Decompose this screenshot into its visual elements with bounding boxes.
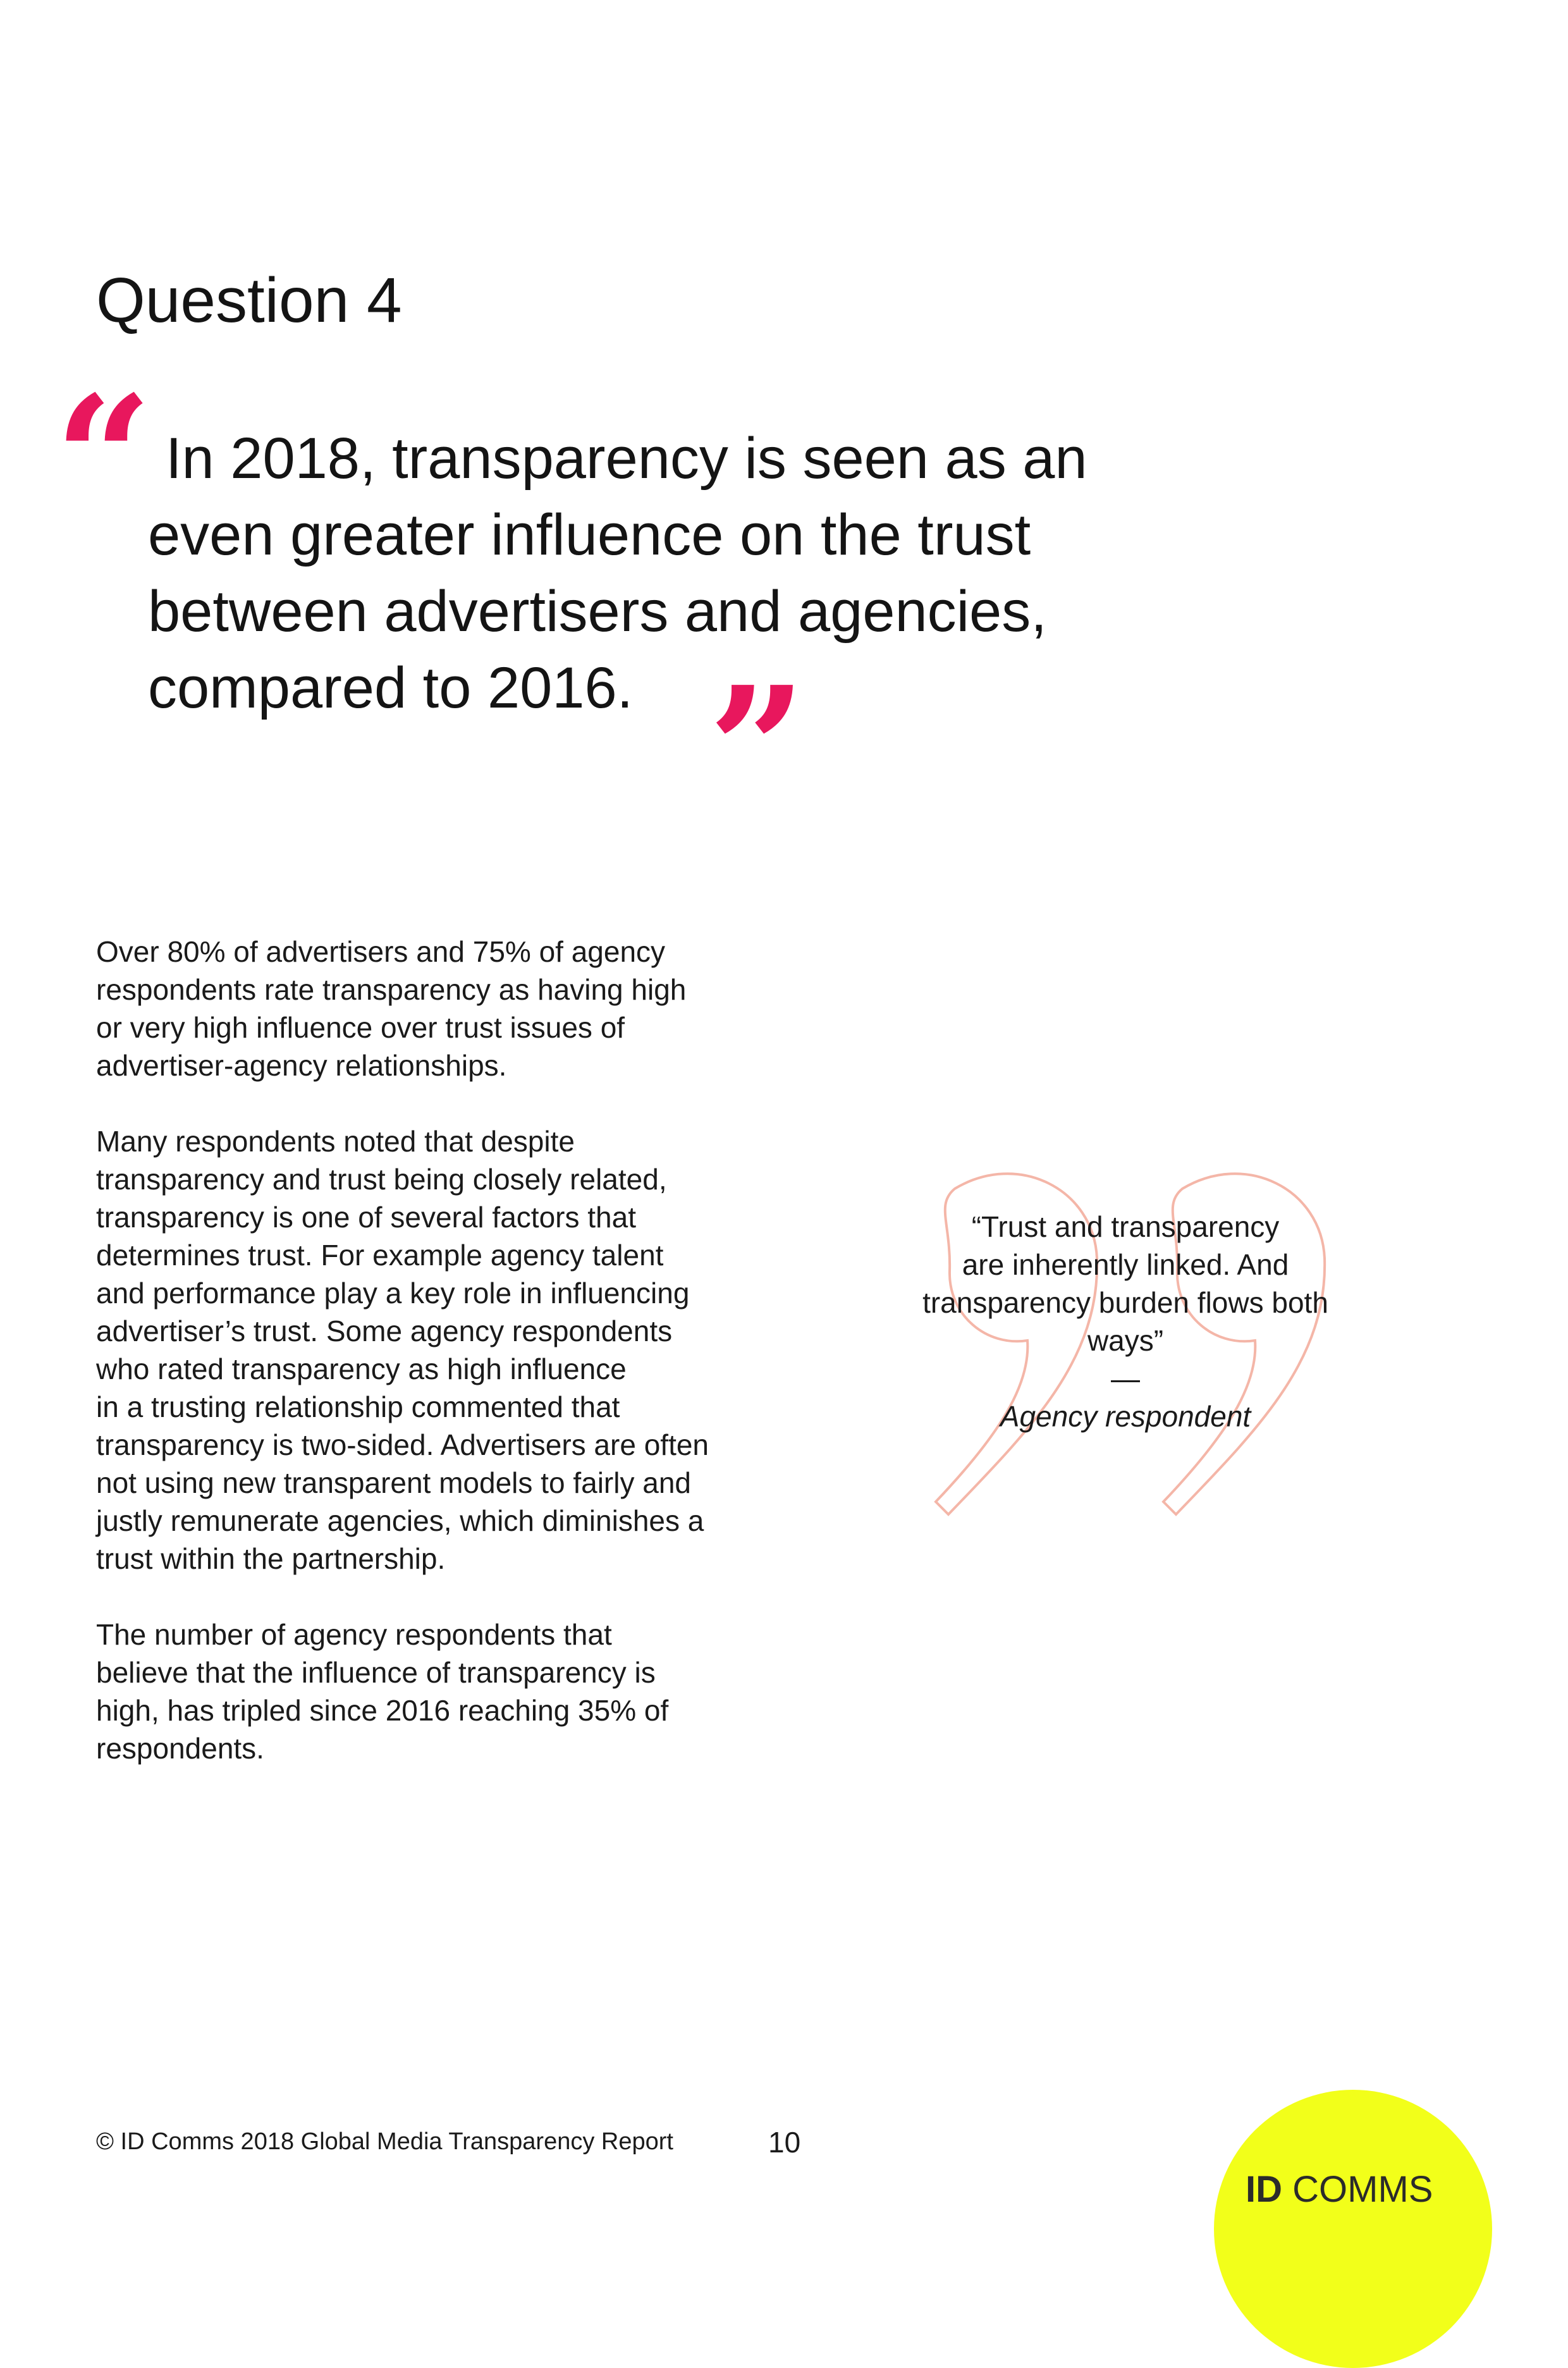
body-paragraph: Over 80% of advertisers and 75% of agency respondents rate transparency as having high or very high influence over trust issues of advertiser-agency relationships. xyxy=(96,935,687,1082)
testimonial-dash: — xyxy=(1111,1362,1140,1395)
pull-quote-line: even greater influence on the trust xyxy=(148,503,1031,567)
pull-quote-line: between advertisers and agencies, xyxy=(148,579,1047,644)
testimonial-attribution: Agency respondent xyxy=(1000,1400,1251,1433)
body-paragraph: Many respondents noted that despite transparency and trust being closely related, transparency is one of several factors that determines trust. For example agency talent and performance play a key role in influencing advertiser’s trust. Some agency respondents who rated transparency as high influence in a trusting relationship commented that transparency is two-sided. Advertisers are often not using new transparent models to fairly and justly remunerate agencies, which diminishes a trust within the partnership. xyxy=(96,1125,709,1575)
testimonial-quote: “Trust and transparency are inherently linked. And transparency burden flows both ways” xyxy=(922,1210,1328,1357)
pull-quote-line: In 2018, transparency is seen as an xyxy=(166,426,1087,491)
testimonial xyxy=(873,1208,1378,1435)
body-paragraph: The number of agency respondents that believe that the influence of transparency is high, has tripled since 2016 reaching 35% of respondents. xyxy=(96,1618,669,1765)
open-quote-mark: “ xyxy=(54,358,153,559)
logo-text-regular: COMMS xyxy=(1292,2169,1433,2210)
footer-copyright: © ID Comms 2018 Global Media Transparency Report xyxy=(96,2128,673,2155)
page-number: 10 xyxy=(768,2126,801,2159)
pull-quote-line: compared to 2016. xyxy=(148,656,634,720)
logo-circle xyxy=(1214,2090,1492,2368)
pull-quote xyxy=(148,420,1223,727)
close-quote-mark: ” xyxy=(708,649,807,850)
body-text xyxy=(96,933,823,1805)
brand-logo xyxy=(1246,2169,1433,2211)
page-heading: Question 4 xyxy=(96,265,402,336)
logo-text-bold: ID xyxy=(1246,2169,1282,2210)
